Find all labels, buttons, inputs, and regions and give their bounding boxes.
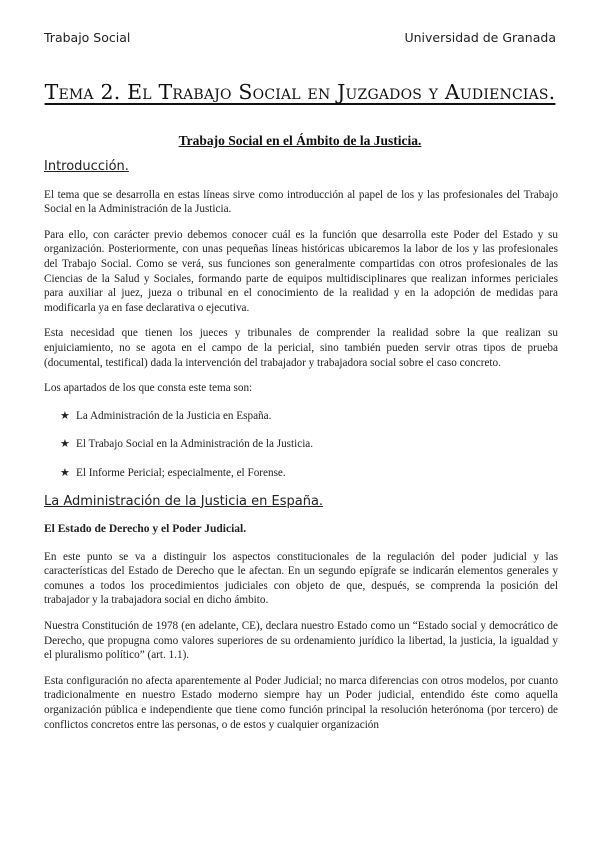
- list-item-text: La Administración de la Justicia en España.: [76, 409, 272, 422]
- paragraph: El tema que se desarrolla en estas líneas sirve como introducción al papel de los y las profesionales del Trabajo Social en la Administración de la Justicia.: [44, 188, 558, 216]
- topic-list: [60, 409, 558, 481]
- paragraph: Esta configuración no afecta aparentemente al Poder Judicial; no marca diferencias con otros modelos, por cuanto tradicionalmente en nuestro Estado moderno siempre hay un Poder judicial, entendido éste como aquella organización pública e independiente que tiene como función principal la resolución heterónoma (por tercero) de conflictos concretos entre las personas, o de estos y cualquier organización: [44, 674, 558, 731]
- document-body: [44, 160, 558, 743]
- paragraph: Nuestra Constitución de 1978 (en adelante, CE), declara nuestro Estado como un “Estado social y democrático de Derecho, que propugna como valores superiores de su ordenamiento jurídico la libertad, la justicia, la igualdad y el pluralismo político” (art. 1.1).: [44, 620, 558, 662]
- section-heading-administracion: La Administración de la Justicia en España.: [44, 493, 324, 509]
- header-left: Trabajo Social: [44, 30, 131, 45]
- paragraph: Esta necesidad que tienen los jueces y tribunales de comprender la realidad sobre la que realizan su enjuiciamiento, no se agota en el campo de la pericial, sino también pueden servir otras tipos de prueba (documental, testifical) dada la intervención del trabajador y trabajadora social sobre el caso concreto.: [44, 327, 558, 369]
- list-item-text: El Informe Pericial; especialmente, el Forense.: [76, 466, 286, 479]
- paragraph: Para ello, con carácter previo debemos conocer cuál es la función que desarrolla este Poder del Estado y su organización. Posteriormente, con unas pequeñas líneas históricas ubicaremos la labor de los y las profesionales del Trabajo Social. Como se verá, sus funciones son generalmente compartidas con otros profesionales de las Ciencias de la Salud y Sociales, formando parte de equipos multidisciplinares que realizan informes periciales para auxiliar al juez, jueza o tribunal en el conocimiento de la realidad y en la adopción de medidas para modificarla ya en fase declarativa o ejecutiva.: [44, 228, 558, 314]
- subsection-heading: El Estado de Derecho y el Poder Judicial.: [44, 523, 247, 536]
- list-item: [60, 466, 558, 481]
- paragraph: Los apartados de los que consta este tema son:: [44, 382, 253, 395]
- document-title: Tema 2. El Trabajo Social en Juzgados y Audiencias.: [44, 80, 556, 104]
- star-icon: ★: [60, 409, 70, 422]
- header-right: Universidad de Granada: [404, 30, 556, 45]
- list-item: [60, 437, 558, 452]
- star-icon: ★: [60, 466, 70, 479]
- list-item-text: El Trabajo Social en la Administración de la Justicia.: [76, 438, 314, 451]
- list-item: [60, 409, 558, 424]
- section-heading-introduccion: Introducción.: [44, 159, 129, 174]
- paragraph: En este punto se va a distinguir los aspectos constitucionales de la regulación del poder judicial y las características del Estado de Derecho que le afectan. En un segundo epígrafe se indicarán elementos generales y comunes a todos los procedimientos judiciales con objeto de que, después, se comprenda la posición del trabajador y la trabajadora social en dicho ámbito.: [44, 550, 558, 607]
- star-icon: ★: [60, 438, 70, 451]
- page-header: [44, 30, 556, 45]
- document-subtitle: Trabajo Social en el Ámbito de la Justicia.: [178, 133, 422, 148]
